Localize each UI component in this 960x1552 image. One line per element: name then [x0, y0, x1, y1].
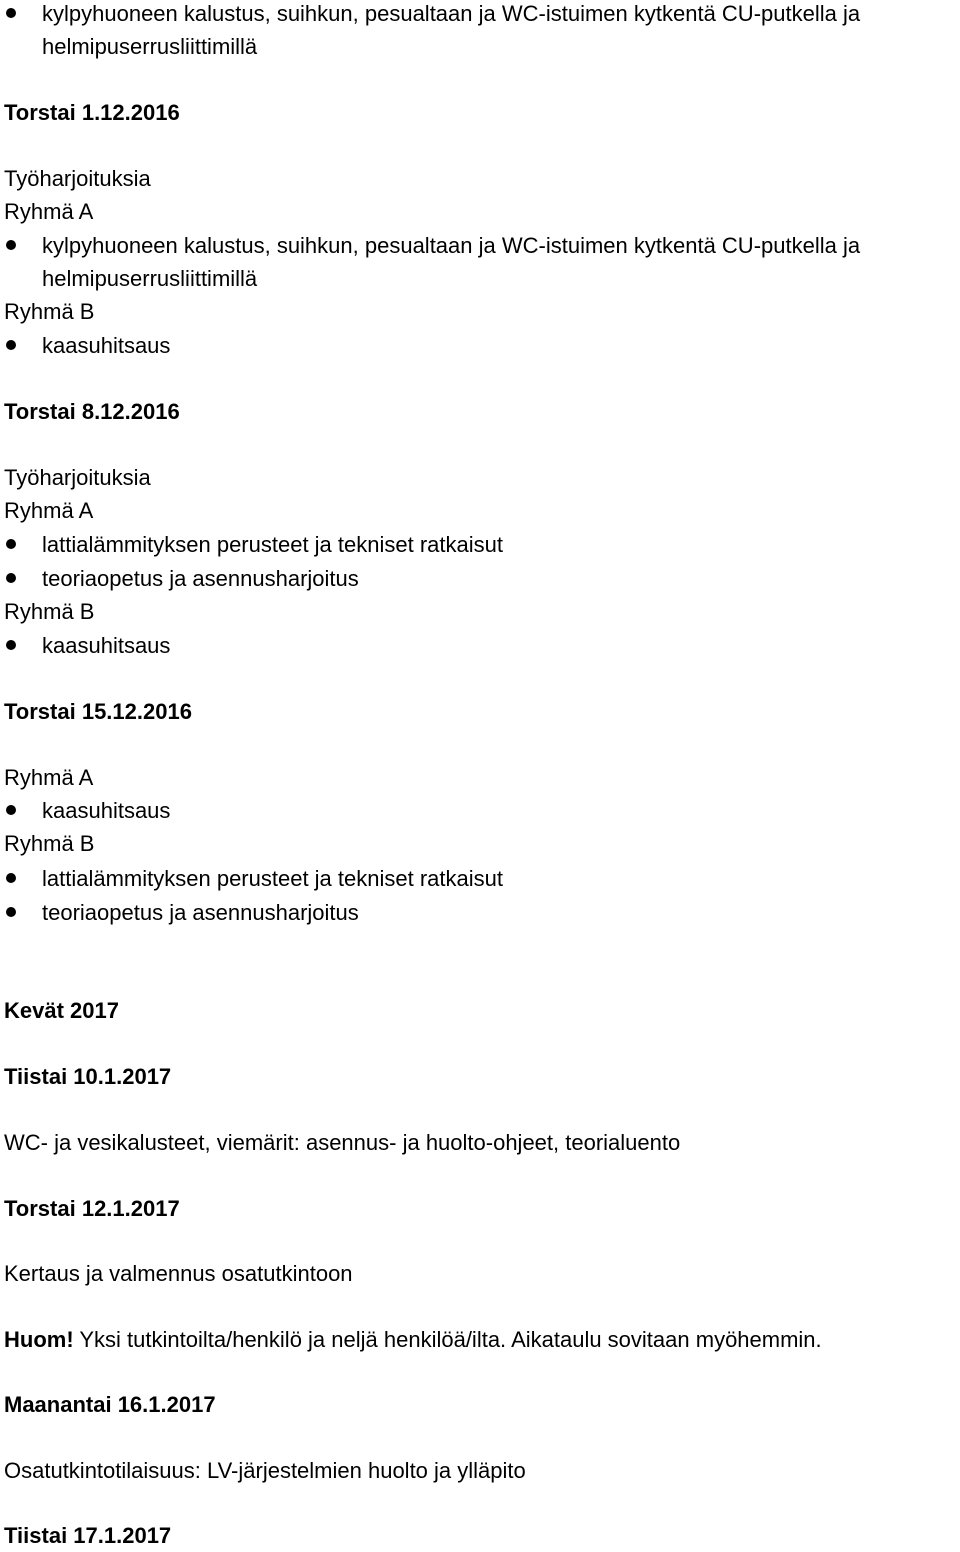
date-heading: Torstai 15.12.2016 [4, 699, 192, 724]
group-label: Ryhmä B [4, 831, 95, 856]
bullet-icon [6, 640, 16, 650]
group-label: Ryhmä A [4, 498, 94, 523]
list-item: lattialämmityksen perusteet ja tekniset ratkaisut [42, 532, 503, 557]
date-heading: Tiistai 17.1.2017 [4, 1523, 172, 1548]
session-description: Kertaus ja valmennus osatutkintoon [4, 1261, 353, 1286]
list-item: lattialämmityksen perusteet ja tekniset ratkaisut [42, 866, 503, 891]
list-item: kaasuhitsaus [42, 798, 171, 823]
list-item: teoriaopetus ja asennusharjoitus [42, 566, 359, 591]
note-text: Yksi tutkintoilta/henkilö ja neljä henkilöä/ilta. Aikataulu sovitaan myöhemmin. [73, 1327, 822, 1352]
session-description: WC- ja vesikalusteet, viemärit: asennus- ja huolto-ohjeet, teorialuento [4, 1130, 681, 1155]
list-item: kaasuhitsaus [42, 633, 171, 658]
note-paragraph [4, 1323, 822, 1356]
list-item-continuation: helmipuserrusliittimillä [42, 34, 258, 59]
section-subtitle: Työharjoituksia [4, 465, 151, 490]
bullet-icon [6, 907, 16, 917]
section-subtitle: Työharjoituksia [4, 166, 151, 191]
bullet-icon [6, 805, 16, 815]
section-heading: Kevät 2017 [4, 998, 119, 1023]
list-item: kylpyhuoneen kalustus, suihkun, pesualtaan ja WC-istuimen kytkentä CU-putkella ja [42, 233, 861, 258]
bullet-icon [6, 873, 16, 883]
group-label: Ryhmä B [4, 599, 95, 624]
list-item: kylpyhuoneen kalustus, suihkun, pesualtaan ja WC-istuimen kytkentä CU-putkella ja [42, 1, 861, 26]
bullet-icon [6, 539, 16, 549]
date-heading: Torstai 8.12.2016 [4, 399, 180, 424]
bullet-icon [6, 340, 16, 350]
date-heading: Torstai 1.12.2016 [4, 100, 180, 125]
list-item: teoriaopetus ja asennusharjoitus [42, 900, 359, 925]
date-heading: Torstai 12.1.2017 [4, 1196, 180, 1221]
bullet-icon [6, 573, 16, 583]
note-label: Huom! [4, 1327, 74, 1352]
list-item-continuation: helmipuserrusliittimillä [42, 266, 258, 291]
group-label: Ryhmä A [4, 199, 94, 224]
date-heading: Tiistai 10.1.2017 [4, 1064, 172, 1089]
bullet-icon [6, 240, 16, 250]
list-item: kaasuhitsaus [42, 333, 171, 358]
group-label: Ryhmä A [4, 765, 94, 790]
bullet-icon [6, 8, 16, 18]
date-heading: Maanantai 16.1.2017 [4, 1392, 216, 1417]
group-label: Ryhmä B [4, 299, 95, 324]
session-description: Osatutkintotilaisuus: LV-järjestelmien huolto ja ylläpito [4, 1458, 526, 1483]
